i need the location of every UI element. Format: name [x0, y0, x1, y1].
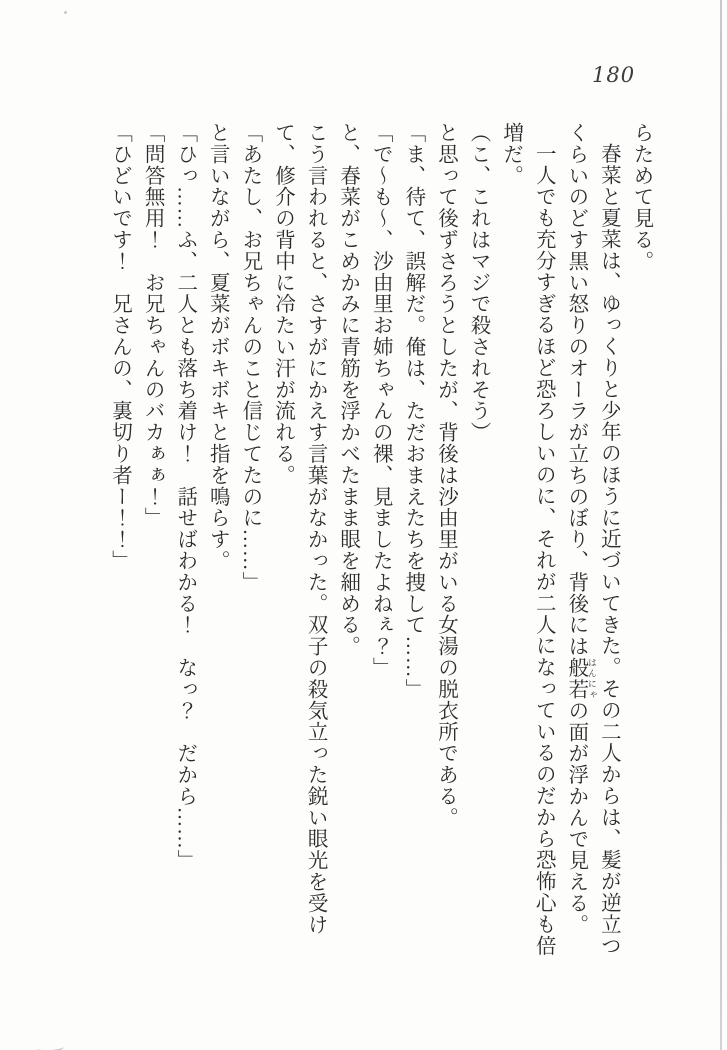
ruby-text: はんにゃ: [586, 657, 597, 700]
paragraph-dialogue: 「問答無用！ お兄ちゃんのバカぁぁ！」: [141, 122, 164, 529]
paragraph: [559, 122, 624, 962]
page-text: [85, 122, 657, 962]
paragraph-dialogue: 「ま、待て、誤解だ。俺は、ただおまえたちを捜して……」: [401, 122, 424, 700]
paragraph-text: の面が浮かんで見える。: [564, 699, 587, 936]
furigana-hannya: [564, 657, 597, 700]
scan-artifact-smudge: [37, 1042, 65, 1050]
paragraph: こう言われると、さすがにかえす言葉がなかった。双子の殺気立った鋭い眼光を受けて、修介の背中に冷たい汗が流れる。: [271, 122, 327, 936]
paragraph: と思って後ずさろうとしたが、背後は沙由里がいる女湯の脱衣所である。: [434, 122, 457, 829]
paragraph: と、春菜がこめかみに青筋を浮かべたまま眼を細める。: [336, 122, 359, 657]
page-number: 180: [592, 63, 636, 87]
paragraph-dialogue: 「ひっ……ふ、二人とも落ち着け！ 話せばわかる！ なっ？ だから……」: [173, 122, 196, 871]
paragraph: らためて見る。: [630, 122, 652, 272]
paragraph: （こ、これはマジで殺されそう）: [467, 122, 490, 443]
paragraph: 一人でも充分すぎるほど恐ろしいのに、それが二人になっているのだから恐怖心も倍増だ。: [499, 122, 555, 956]
paragraph-dialogue: 「で～も～、沙由里お姉ちゃんの裸、見ましたよねぇ？」: [369, 122, 392, 679]
paragraph-text: 春菜と夏菜は、ゆっくりと少年のほうに近づいてきた。その二人からは、髪が逆立つくらいのどす黒い怒りのオーラが立ちのぼり、背後には: [564, 122, 620, 956]
paragraph-dialogue: 「あたし、お兄ちゃんのこと信じてたのに……」: [238, 122, 261, 593]
ruby-base: 般若: [564, 657, 587, 700]
paragraph: と言いながら、夏菜がボキボキと指を鳴らす。: [206, 122, 229, 572]
page-edge-line: [720, 0, 722, 1050]
scan-artifact-dot: [64, 11, 67, 14]
paragraph-dialogue: 「ひどいです！ 兄さんの、裏切り者ー！！」: [108, 122, 131, 572]
